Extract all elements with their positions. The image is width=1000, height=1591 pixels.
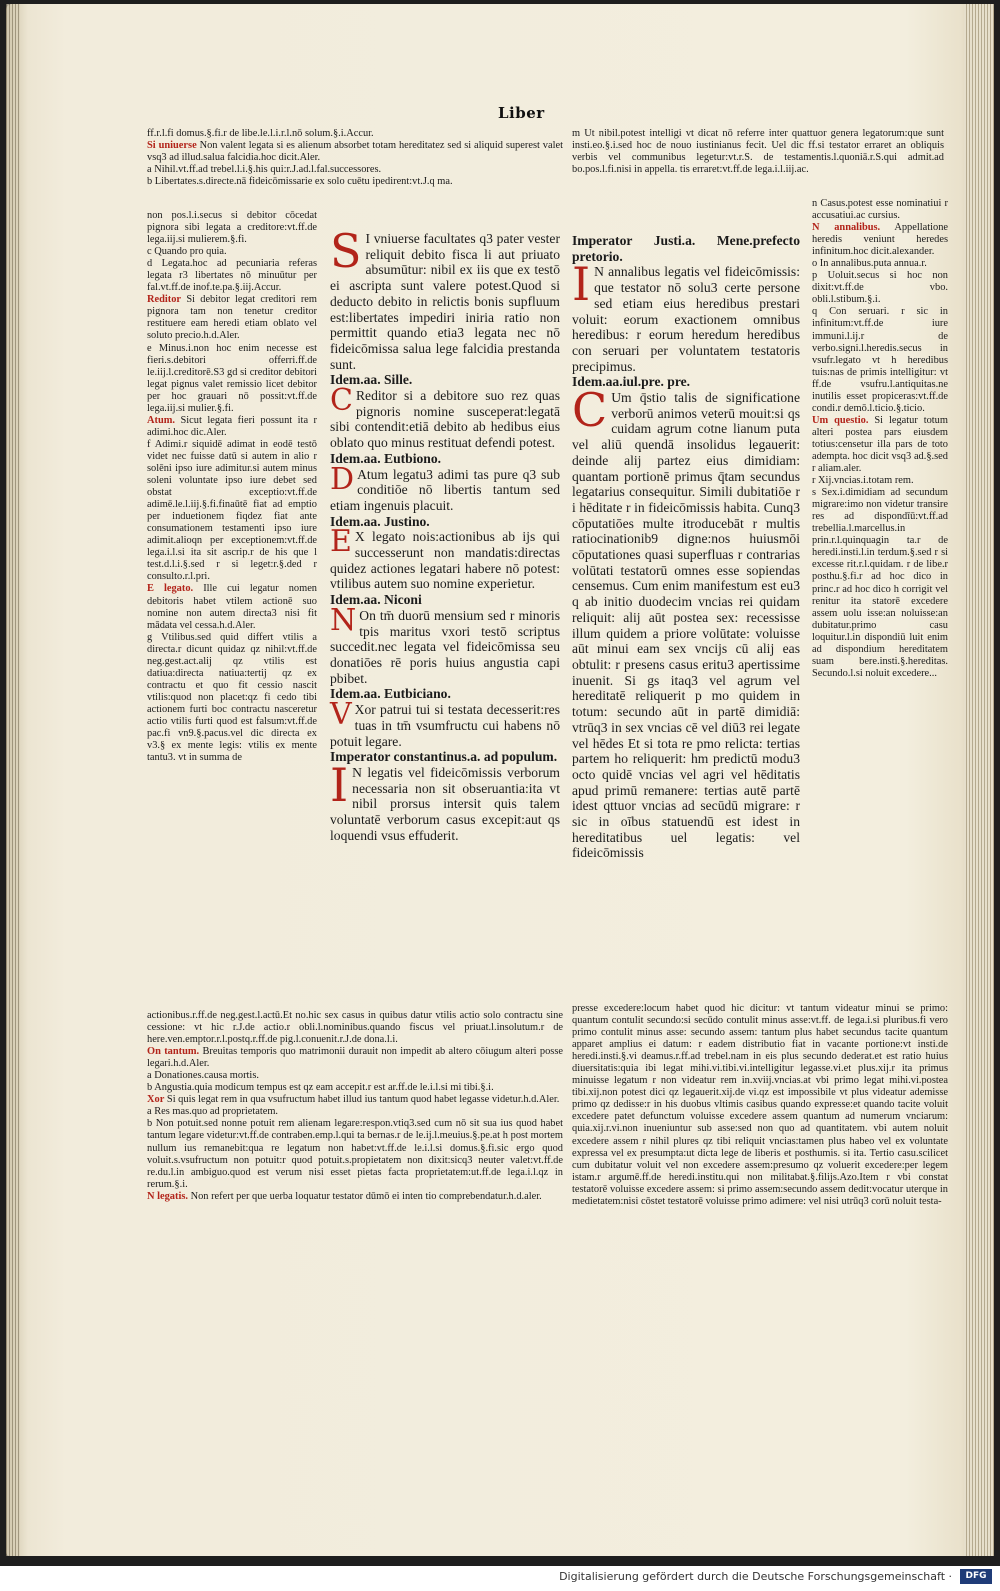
gloss-column-left-bottom xyxy=(147,1010,563,1203)
law-text: N legatis vel fideicōmissis verborum necessaria non sit obseruantia:ita vt nibil prorsus intersit quis talem voluntatē verborum casus excepit:aut qs loquendi vsus effuderit. xyxy=(330,764,560,843)
gloss-note: b Angustia.quia modicum tempus est qz eam accepit.r est ar.ff.de le.i.l.si mi tibi.§.i. xyxy=(147,1082,494,1094)
rubric: Idem.aa. Eutbiciano. xyxy=(330,686,451,702)
gloss-entry xyxy=(147,140,563,164)
rubric: Idem.aa. Eutbiono. xyxy=(330,450,442,466)
gloss-heading: On tantum. xyxy=(147,1046,200,1058)
gloss-text: Si legatur totum alteri postea pars eiusdem totius:censetur illa pars de toto adempta. hoc dicit vsq3 ad.§.sed r aliam.aler. xyxy=(812,414,948,475)
initial-letter: D xyxy=(330,461,355,497)
law-text: On tm̄ duorū mensium sed r minoris tpis maritus vxori testō scriptus succedit.nec legata vel fideicōmissa seu donatiōes rē poris huius angustia capi pbibet. xyxy=(330,607,560,686)
main-text-column-2 xyxy=(572,233,800,861)
gloss-column-left xyxy=(147,210,317,764)
main-text-column-1 xyxy=(330,224,560,843)
gloss-entry xyxy=(147,1094,563,1106)
law-text: Um q̄stio talis de significatione verborū animos veterū mouit:si qs cuidam agrum cotne lianum puta vel aliū quendā insolidus legauerit: deinde alij partez eius dimidiam: quantam portionē primus q̄tam secundus legatarius consequitur. Simili dubitatiōe r i hēditate r in fideicōmissis habita. Cunq3 cōputatiōes multe itroducebāt r multis ratiocinationib9 digne:nos huiusmōi cōputationes quasi superfluas r contrarias volūtati testatorū omnes esse sopiendas censemus. Cum enim manifestum est eu3 q ab initio duodecim vncias rei quidam reliquit: alij aūt postea sex: recessisse illum quidem a priore volūtate: voluisse aūt minui eam sex vncijs cū alij eas obtulit: r presens casus eritu3 apertissime inuenit. Si gs itaq3 vel agrum vel hereditatē reliquerit p mo quidem in totum: secundo aūt in partē dimidiā: vtrūq3 in sex vncias cē vel diū3 rei legate vel hēdes Et si tota re pmo relicta: tertias partem ho reliquerit: hm predictū modu3 octo quidē vncias vel agri vel hēditatis apud primū remanere: tertias autē partē idest qttuor vncias ad secūdū migrare: r sic in oībus statuendū est idest in hereditatibus uel legatis: vel fideicōmissis xyxy=(572,390,800,861)
gloss-line: ff.r.l.fi domus.§.fi.r de libe.le.l.i.r.l.nō solum.§.i.Accur. xyxy=(147,128,374,139)
gloss-note-n: n Casus.potest esse nominatiui r accusatiui.ac cursius. xyxy=(812,198,948,222)
initial-letter: C xyxy=(330,383,353,419)
gloss-entry xyxy=(147,415,317,439)
law-text: Reditor si a debitore suo rez quas pignoris nomine susceperat:legatā sibi contendit:etiā debito ab hedibus eius oblato quo minus restituat defendi potest. xyxy=(330,388,560,451)
gloss-column-right xyxy=(812,198,948,680)
gloss-note-p: p Uoluit.secus si hoc non dixit:vt.ff.de vbo. obli.l.stibum.§.i. xyxy=(812,270,948,306)
rubric: Idem.aa.iul.pre. pre. xyxy=(572,374,691,390)
gloss-heading: Um questio. xyxy=(812,414,869,426)
gloss-entry xyxy=(147,294,317,342)
gloss-heading: Si uniuerse xyxy=(147,140,197,152)
dfg-logo: DFG xyxy=(960,1569,992,1584)
rubric: Idem.aa. Justino. xyxy=(330,513,430,529)
law-text: Xor patrui tui si testata decesserit:res tuas in tm̄ vsumfructu cui habens nō potuit legare. xyxy=(330,702,560,749)
gloss-note-c: non pos.l.i.secus si debitor cōcedat pignora sibi legata a creditore:vt.ff.de lega.iij.si mulierem.§.fi. xyxy=(147,210,317,246)
gloss-note-r: r Xij.vncias.i.totam rem. xyxy=(812,475,914,487)
gloss-line: actionibus.r.ff.de neg.gest.l.actū.Et no.hic sex casus in quibus datur vtilis actio solo contractu sine cessione: vt hic r.J.de actio.r obli.l.nominibus.quando fiscus vel priuat.l.insolutum.r de here.ven.emptor.r.l.postq.r.ff.de pig.l.conuenit.r.J.de dona.l.i. xyxy=(147,1010,563,1046)
initial-letter: S xyxy=(330,224,362,278)
gloss-note-o: o In annalibus.puta annua.r. xyxy=(812,258,927,270)
gloss-note-m: m Ut nibil.potest intelligi vt dicat nō referre inter quattuor genera legatorum:que sunt insti.eo.§.i.sed hoc de nouo iustinianus fecit. Uel dic ff.si testator erraret an obliquis verbis vel communibus legetur:vt.r.S. de testamentis.l.quoniā.r.S.qui admit.ad bo.pos.l.fi.nisi in appella. tis erraret:vt.ff.de lega.i.l.iij.ac. xyxy=(572,128,944,176)
initial-letter: C xyxy=(572,383,608,438)
gloss-note: b Non potuit.sed nonne potuit rem alienam legare:respon.vtiq3.sed cum nō sit sua ius quod habet tantum legare videtur:vt.ff.de contraben.emp.l.qui ta bernas.r de le.ij.l.meuius.§.pe.at h post mortem nullum ius remanebit:qua re legatum non habet:vt.ff.de le.i.l.si domus.§.fi.sic ergo quod voluit.s.vsufructum non potuit:r quod potuit.s.propietatem non dixit:sicq3 neuter valet:vt.ff.de re.du.l.in ambiguo.quod est verum nisi esset pietas facta proprietatem:ut.ff.de lega.i.l.qz in rerum.§.i. xyxy=(147,1118,563,1190)
initial-letter: N xyxy=(330,602,357,638)
rubric: Imperator constantinus.a. ad populum. xyxy=(330,749,558,765)
gloss-heading: Atum. xyxy=(147,414,175,426)
gloss-text: Si quis legat rem in qua vsufructum habet illud ius tantum quod habet legasse videtur.h.d.Aler. xyxy=(166,1094,560,1106)
gloss-column-left-top xyxy=(147,128,563,188)
rubric: Imperator Justi.a. Mene.prefecto pretorio. xyxy=(572,233,800,264)
gloss-heading: N annalibus. xyxy=(812,222,881,234)
gloss-note-g: g Vtilibus.sed quid differt vtilis a directa.r dicunt quidaz qz nihil:vt.ff.de neg.gest.act.alij qz vtilis est datiua:directa natiua:tertij qz ex contractu et quo fit cessio nascit vtilis:quod non placet:qz fi cedo tibi actionem furti boc contractu nasceretur actio vtilis furti quod est falsum:vt.ff.de pac.fi vn9.§.pacus.vel dic directa ex v3.§ ex mente legis: vtilis ex mente tantu3. vt in summa de xyxy=(147,631,317,764)
gloss-entry xyxy=(812,222,948,258)
initial-letter: I xyxy=(330,757,349,812)
law-paragraph xyxy=(330,524,560,592)
page-left-edge xyxy=(6,4,20,1556)
footer-bar xyxy=(0,1566,1000,1591)
gloss-note-f: f Adimi.r siquidē adimat in eodē testō videt nec fuisse datū si autem in alio r solēni ipso iure adimitur.si autem minus soleni voluntate ipso iure debet sed obstat exceptio:vt.ff.de adimē.le.l.iij.§.fi.finaūtē fiat ad emptio per induetionem fiqdez fiat ante consumationem testamenti ipso iure adimit.alioqn per exceptionem:vt.ff.de lega.i.l.si ita sit ascrip.r de his que l test.d.l.i.§.sed r si leget:r.§.ded r consulto.r.l.pri. xyxy=(147,438,317,583)
gloss-column-right-top xyxy=(572,128,944,176)
gloss-heading: N legatis. xyxy=(147,1190,188,1202)
law-paragraph xyxy=(330,383,560,451)
gloss-note-e: e Minus.i.non hoc enim necesse est fieri.s.debitori offerri.ff.de le.iij.l.creditorē.S3 gd si creditor debitori legat pignus valet remissio licet debitor per hoc grauari nō possit:vt.ff.de lega.iij.si mulier.§.fi. xyxy=(147,342,317,414)
running-head: Liber xyxy=(498,104,545,122)
page-right-edge-stack xyxy=(964,4,994,1556)
law-text: I vniuerse facultates q3 pater vester reliquit debito fisca li aut priuato absumūtur: nibil ex iis que ex testō ei ascripta sunt valere potest.Quod si deducto debito in relictis bonis supfluum est:libertates impediri iniria ratio non permittit quando etia3 legata nec nō fideicōmissa salua lege falcidia prestanda sunt. xyxy=(330,231,560,372)
footer-credit: Digitalisierung gefördert durch die Deutsche Forschungsgemeinschaft · xyxy=(559,1570,952,1583)
gloss-text: Non valent legata si es alienum absorbet totam hereditatez sed si aliquid superest valet vsq3 ad illud.salua falcidia.hoc dicit.Aler. xyxy=(147,140,563,164)
initial-letter: E xyxy=(330,524,352,560)
gloss-heading: Reditor xyxy=(147,294,182,306)
gloss-note-b: b Libertates.s.directe.nā fideicōmissarie ex solo cuētu ipedirent:vt.J.q ma. xyxy=(147,176,453,188)
gloss-text: Ille cui legatur nomen debitoris habet vtilem actionē suo nomine non autem directa3 nisi fit mādata vel cessa.h.d.Aler. xyxy=(147,583,317,631)
law-text: N annalibus legatis vel fideicōmissis: que testator nō solu3 certe persone sed etiam eius heredibus prestari voluit: eorum exactionem omnibus heredibus: r eorum heredum heredibus con seruari per voluntatem testatoris precipimus. xyxy=(572,264,800,374)
gloss-text: Non refert per que uerba loquatur testator dūmō ei inten tio comprebendatur.h.d.aler. xyxy=(190,1190,542,1202)
rubric: Idem.aa. Sille. xyxy=(330,372,413,388)
law-paragraph xyxy=(330,697,560,749)
gloss-note-cq: c Quando pro quia. xyxy=(147,246,227,258)
gloss-note-s: s Sex.i.dimidiam ad secundum migrare:imo non videtur transire res ad dispondīū:vt.ff.ad trebellia.l.marcellus.in prin.r.l.quinquagin ta.r de heredi.insti.l.in terdum.§.sed r si excesse rit.r.l.quidam. r de libe.r posthu.§.fi.r ad hoc dico in princ.r ad hoc dico h corrigit vel renitur ita statorē excedere assem uolu isse:an noluisse:an dubitatur.primo casu loquitur.l.in dispondiū luit enim ad dispondium hereditatem suam bere.insti.§.hereditas. Secundo.l.si noluit excedere... xyxy=(812,487,948,679)
law-paragraph xyxy=(330,461,560,514)
gloss-entry xyxy=(147,583,317,631)
gloss-text: Sicut legata fieri possunt ita r adimi.hoc dic.Aler. xyxy=(147,414,317,438)
gloss-text: Si debitor legat creditori rem pignora tam non tenetur creditor restituere eam heredi etiam oblato vel soluto precio.h.d.Aler. xyxy=(147,294,317,342)
law-paragraph xyxy=(330,224,560,372)
initial-letter: I xyxy=(572,257,591,312)
gloss-note: a Donationes.causa mortis. xyxy=(147,1070,259,1082)
gloss-note-q: q Con seruari. r sic in infinitum:vt.ff.de iure immuni.l.ij.r de verbo.signi.l.heredis.secus in vsufr.legato vt h heredibus tuis:nas de primis intelligitur: vt ff.de vsufru.l.antiquitas.ne inutilis esset propiceras:vt.ff.de condi.r demō.l.ticio.§.ticio. xyxy=(812,306,948,414)
gloss-heading: E legato. xyxy=(147,583,194,595)
gloss-bottom-right xyxy=(572,1003,948,1208)
law-paragraph xyxy=(330,602,560,687)
law-text: X legato nois:actionibus ab ijs qui successerunt non mandatis:directas quidez actiones legatari habere nō potest: vtilibus autem suo nomine experietur. xyxy=(330,529,560,592)
gloss-note-d: d Legata.hoc ad pecuniaria referas legata r3 libertates nō minuūtur per fal.vt.ff.de inof.te.pa.§.iij.Accur. xyxy=(147,258,317,294)
law-text: Atum legatu3 adimi tas pure q3 sub conditiōe nō libertis tantum sed etiam ingenuis placuit. xyxy=(330,466,560,513)
gloss-text: presse excedere:locum habet quod hic dicitur: vt tantum videatur minui se primo: quantum contulit secundo:si secūdo contulit minus asse:vt.ff. de lega.i.si pluribus.fi vero primo contulit minus asse: secundo assem: tantum plus habet secundus tacite quantum apparet amplius ei datum: r eadem distributio fiat in vacante portione:vt insti.de heredi.insti.§.vi deamus.r.ff.ad trebel.nam in eis plus secundo dederat.et est ratio huius diuersitatis:quia ibi legat mihi.vi.tibi.vi.intelligitur legasse.vi.et plus.xij.r ita primus minuisse legatum r non videatur rem in.xviij.vncias.at vbi primo legat mihi.vi.postea tibi.xij.non potest dici qz legauerit.xij.de vi.qz est impossibile vt plus videatur ademisse primo qz dedisse:r in his duobus vltimis casibus quando expresse:et quando tacite voluit excedere patet defunctum voluisse excedere assem quantum ad numerum vnciarum: quia.xij.r.vi.non inueniuntur sub asse:sed non quo ad quantitatem. vbi autem noluit excedere assem r nihil plures qz tibi reliquit vncias:tamen plus habeo vel ex voluntate expressa vel ex presumpta:ut dicta lege de liberis et posthumis. si ita. Tertio casu.scilicet cum dubitatur voluit vel non excedere assem:presumo qz voluerit excedere:per legem istam.r argumē.ff.de heredi.institu.qui non militabat.§.filijs.Azo.Item r vbi constat testatorē voluisse excedere assem: si primo assem:secundo assem dedit:vocatur uterque in medietatem:nisi cōstet testatorē voluisse primo adimere: vel nisi utrūq3 corū noluit testa- xyxy=(572,1003,948,1207)
gloss-text: Appellatione heredis veniunt heredes infinitum.hoc dicit.alexander. xyxy=(812,222,948,258)
gloss-text: Breuitas temporis quo matrimonii durauit non impedit ab altero cōiugum alteri posse legari.h.d.Aler. xyxy=(147,1046,563,1070)
gloss-entry xyxy=(147,1046,563,1070)
gloss-entry xyxy=(147,1191,563,1203)
gloss-entry xyxy=(812,415,948,475)
law-paragraph xyxy=(572,257,800,374)
gloss-note-a: a Nihil.vt.ff.ad trebel.l.i.§.his qui:r.J.ad.l.fal.successores. xyxy=(147,164,382,176)
initial-letter: V xyxy=(330,697,352,733)
law-paragraph xyxy=(572,383,800,861)
rubric: Idem.aa. Niconi xyxy=(330,592,422,608)
gloss-heading: Xor xyxy=(147,1094,165,1106)
gloss-note: a Res mas.quo ad proprietatem. xyxy=(147,1106,278,1118)
